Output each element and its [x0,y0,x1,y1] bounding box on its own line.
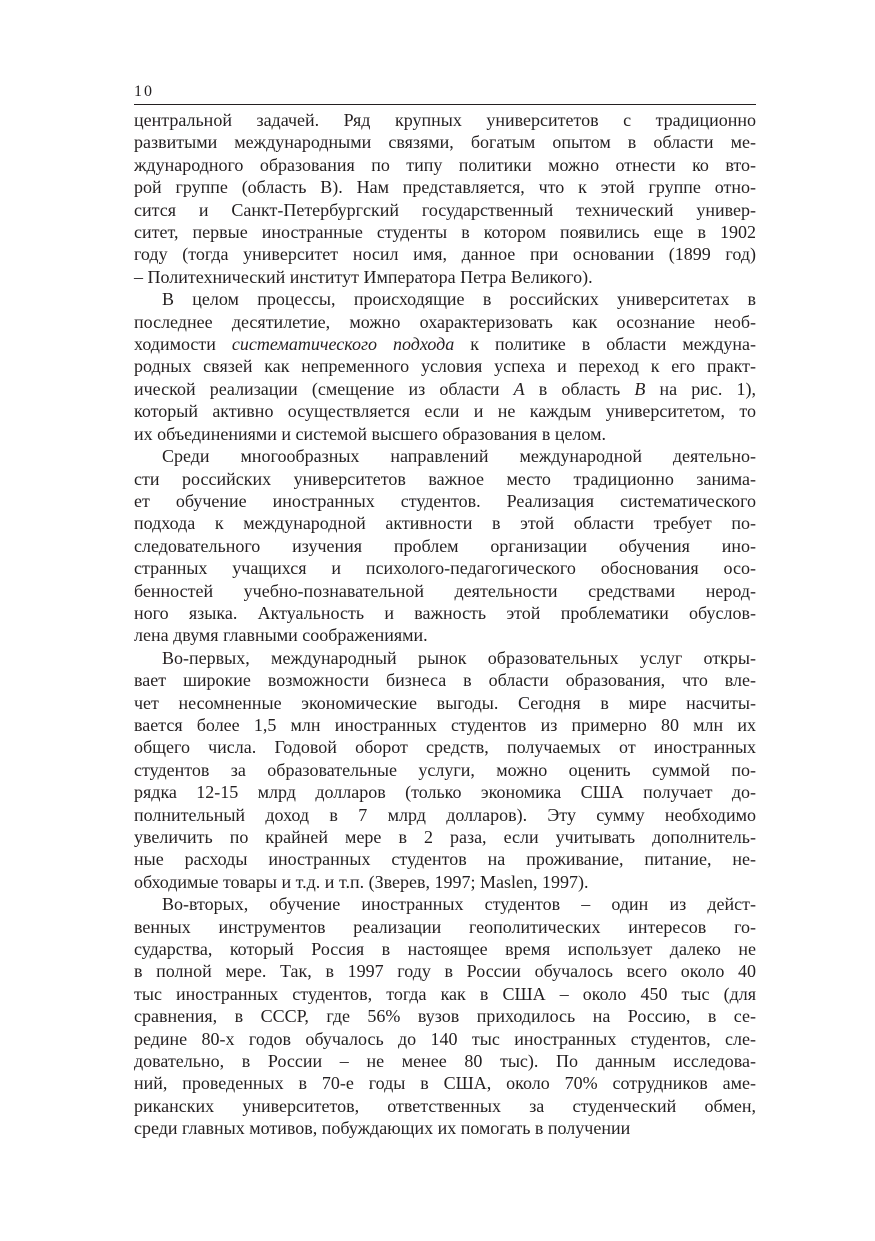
text-run: ет обучение иностранных студентов. Реализация систематического [134,490,756,511]
text-line [134,243,756,265]
text-run: студентов за образовательные услуги, можно оценить суммой по- [134,759,756,780]
text-run: чет несомненные экономические выгоды. Сегодня в мире насчиты- [134,692,756,713]
text-line [134,355,756,377]
text-line [134,468,756,490]
text-line [134,176,756,198]
text-line [134,199,756,221]
text-run: следовательного изучения проблем организации обучения ино- [134,535,756,556]
text-line [134,938,756,960]
text-run: – Политехнический институт Императора Петра Великого). [134,266,593,287]
text-line [134,1072,756,1094]
text-line [134,311,756,333]
text-line [134,535,756,557]
italic-text: А [513,378,525,399]
text-run: развитыми международными связями, богатым опытом в области ме- [134,132,756,153]
text-line [134,736,756,758]
text-line [134,960,756,982]
text-run: тыс иностранных студентов, тогда как в США – около 450 тыс (для [134,983,756,1004]
text-run: бенностей учебно-познавательной деятельности средствами нерод- [134,580,756,601]
text-run: вает широкие возможности бизнеса в области образования, что вле- [134,670,756,691]
text-line [134,692,756,714]
text-run: довательно, в России – не менее 80 тыс). По данным исследова- [134,1051,756,1072]
text-run: который активно осуществляется если и не каждым университетом, то [134,401,756,422]
text-line [134,288,756,310]
text-line [134,490,756,512]
text-line [134,624,756,646]
text-run: лена двумя главными соображениями. [134,625,428,646]
text-run: рой группе (область В). Нам представляется, что к этой группе отно- [134,177,756,198]
text-run: родных связей как непременного условия успеха и переход к его практ- [134,356,756,377]
text-line [134,826,756,848]
text-line [134,669,756,691]
text-run: вается более 1,5 млн иностранных студентов из примерно 80 млн их [134,714,756,735]
text-run: обходимые товары и т.д. и т.п. (Зверев, 1997; Maslen, 1997). [134,871,589,892]
text-run: общего числа. Годовой оборот средств, получаемых от иностранных [134,737,756,758]
text-run: Среди многообразных направлений международной деятельно- [162,446,756,467]
text-line [134,1028,756,1050]
text-run: подхода к международной активности в этой области требует по- [134,513,756,534]
text-run: среди главных мотивов, побуждающих их помогать в получении [134,1118,631,1139]
text-run: к политике в области междуна- [454,334,756,355]
text-line [134,759,756,781]
text-line [134,154,756,176]
text-line [134,400,756,422]
text-run: В целом процессы, происходящие в российских университетах в [162,289,756,310]
text-line [134,512,756,534]
page-header [134,80,756,105]
text-line [134,445,756,467]
text-run: полнительный доход в 7 млрд долларов). Эту сумму необходимо [134,804,756,825]
text-run: ного языка. Актуальность и важность этой проблематики обуслов- [134,602,756,623]
text-line [134,916,756,938]
text-run: ситет, первые иностранные студенты в котором появились еще в 1902 [134,222,756,243]
text-line [134,333,756,355]
text-line [134,557,756,579]
body-text [134,109,756,1140]
text-line [134,714,756,736]
paragraph [134,445,756,647]
text-run: венных инструментов реализации геополитических интересов го- [134,916,756,937]
text-line [134,423,756,445]
text-run: риканских университетов, ответственных за студенческий обмен, [134,1095,756,1116]
text-run: ний, проведенных в 70-е годы в США, около 70% сотрудников аме- [134,1073,756,1094]
text-line [134,781,756,803]
text-run: увеличить по крайней мере в 2 раза, если учитывать дополнитель- [134,827,756,847]
text-line [134,848,756,870]
text-run: году (тогда университет носил имя, данное при основании (1899 год) [134,244,756,265]
text-run: Во-первых, международный рынок образовательных услуг откры- [162,647,756,668]
text-line [134,1095,756,1117]
text-run: ической реализации (смещение из области [134,378,514,399]
italic-text: В [634,378,646,399]
paragraph [134,288,756,445]
text-run: редине 80-х годов обучалось до 140 тыс иностранных студентов, сле- [134,1028,756,1049]
text-line [134,378,756,400]
text-run: сударства, который Россия в настоящее время использует далеко не [134,939,756,960]
text-line [134,131,756,153]
text-line [134,1050,756,1072]
text-line [134,109,756,131]
text-run: ходимости [134,334,232,355]
text-run: сти российских университетов важное место традиционно занима- [134,468,756,489]
text-line [134,602,756,624]
text-run: странных учащихся и психолого-педагогического обоснования осо- [134,558,756,579]
text-run: ные расходы иностранных студентов на проживание, питание, не- [134,849,756,870]
text-run: сится и Санкт-Петербургский государственный технический универ- [134,199,756,220]
text-line [134,221,756,243]
text-run: сравнения, в СССР, где 56% вузов приходилось на Россию, в се- [134,1006,756,1027]
text-run: рядка 12-15 млрд долларов (только экономика США получает до- [134,782,756,803]
text-line [134,893,756,915]
text-line [134,1005,756,1027]
text-run: ждународного образования по типу политики можно отнести ко вто- [134,154,756,175]
text-line [134,1117,756,1139]
paragraph [134,893,756,1139]
paragraph [134,647,756,893]
text-run: последнее десятилетие, можно охарактеризовать как осознание необ- [134,311,756,332]
italic-text: систематического подхода [231,334,455,355]
text-run: в область [524,378,635,399]
page-number: 10 [134,83,154,100]
text-run: их объединениями и системой высшего образования в целом. [134,423,606,444]
text-run: Во-вторых, обучение иностранных студентов – один из дейст- [162,894,756,915]
text-line [134,804,756,826]
text-run: на рис. 1), [645,378,756,399]
text-line [134,983,756,1005]
text-line [134,580,756,602]
text-line [134,647,756,669]
paragraph [134,109,756,288]
text-run: центральной задачей. Ряд крупных университетов с традиционно [134,110,756,130]
text-run: в полной мере. Так, в 1997 году в России обучалось всего около 40 [134,961,756,982]
text-line [134,266,756,288]
text-line [134,871,756,893]
book-page [134,80,756,1140]
